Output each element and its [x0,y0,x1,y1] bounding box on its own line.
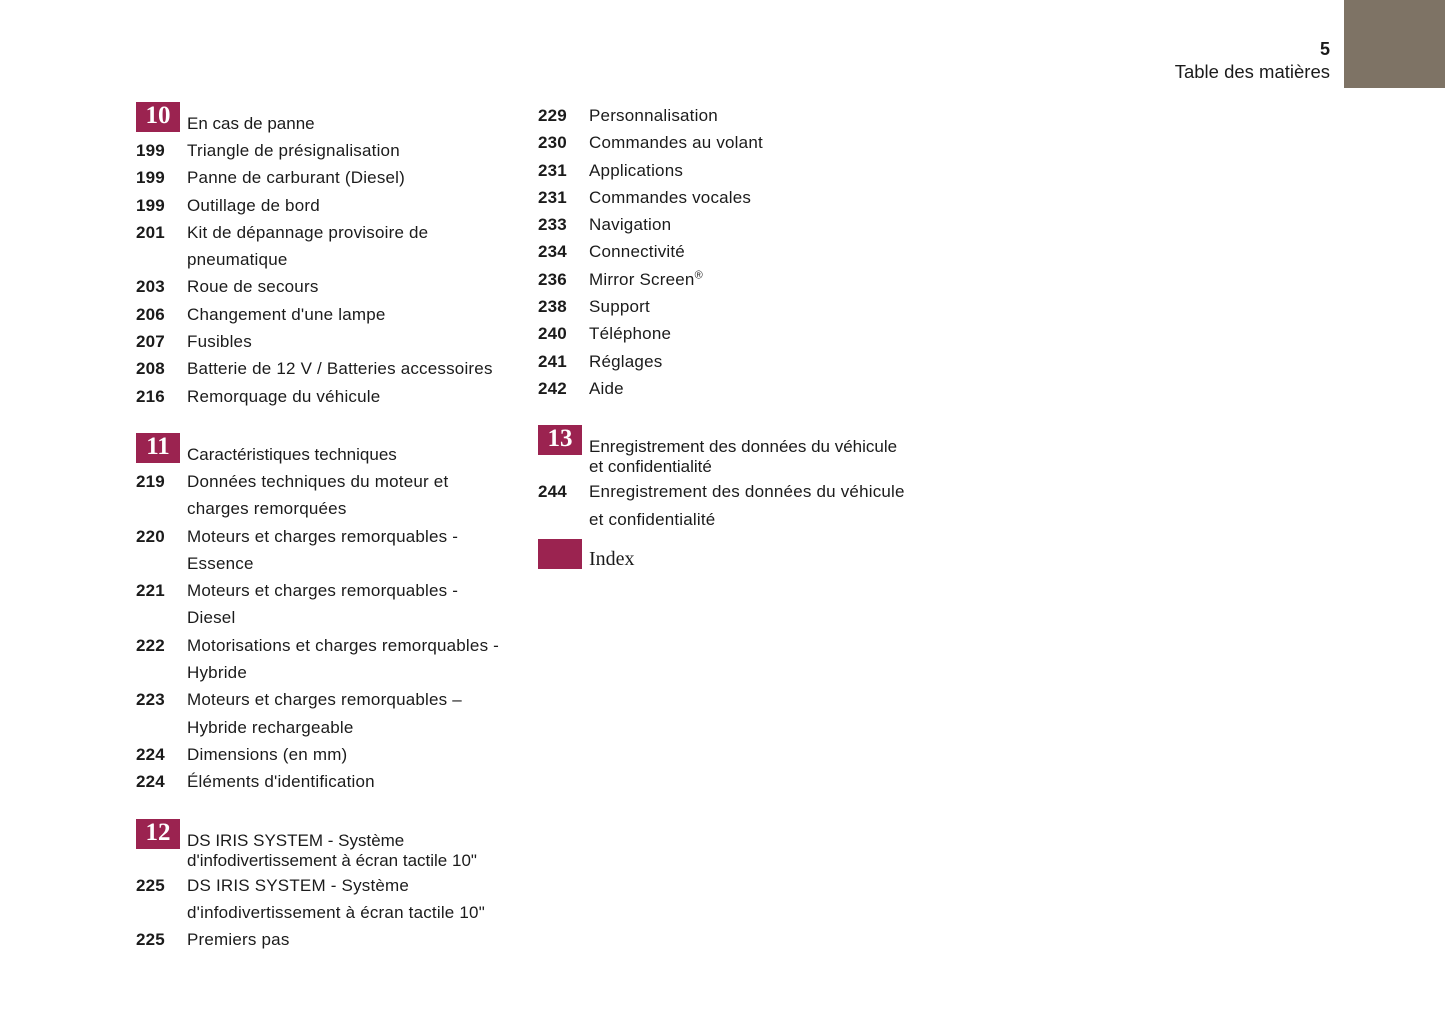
toc-entry-line: Essence [187,553,254,573]
toc-entry-line: Changement d'une lampe [187,304,386,324]
toc-entry-text [187,577,458,632]
toc-entry-line: Hybride [187,663,247,683]
corner-tab [1344,0,1445,88]
toc-entry-line: Motorisations et charges remorquables - [187,635,500,655]
section-number-badge [136,433,180,463]
toc-entry [136,301,576,328]
toc-entry-line: Triangle de présignalisation [187,141,400,160]
toc-entry-page-number: 223 [136,690,165,710]
toc-entry-text [589,320,671,347]
toc-entry-line: Éléments d'identification [187,772,375,792]
toc-entry-text [187,355,493,382]
section-10-en-cas-de-panne [136,102,576,410]
toc-entry-page-number: 234 [538,242,567,262]
toc-entry-text [589,211,671,238]
toc-entry-line: pneumatique [187,250,288,270]
toc-entry-page-number: 233 [538,215,567,235]
section-number: 13 [547,425,573,453]
toc-entry-page-number: 224 [136,744,165,764]
toc-entry-page-number: 207 [136,332,165,352]
toc-entry-line: Connectivité [589,242,685,262]
toc-entry-text [589,184,751,211]
section-title: En cas de panne [187,114,315,133]
section-12-continued [538,102,978,402]
toc-entry-page-number: 231 [538,187,567,207]
section-number: 12 [145,818,171,846]
toc-entry-line: Panne de carburant (Diesel) [187,168,406,188]
toc-entry-line: Réglages [589,351,663,371]
section-13-enregistrement-donnees [538,425,978,533]
page-title: Table des matières [1174,61,1330,82]
section-12-ds-iris-system [136,819,576,954]
section-number: 11 [146,432,170,460]
toc-entries [538,102,978,402]
toc-entry [538,238,978,265]
section-title: Caractéristiques techniques [187,444,397,464]
toc-entry-text [589,266,703,293]
toc-entry-page-number: 236 [538,269,567,289]
toc-entry [538,375,978,402]
toc-entry [538,102,978,129]
toc-entry-text [187,686,462,741]
toc-entry-line: Commandes au volant [589,133,763,153]
toc-entries [136,468,576,796]
toc-entry-line: Support [589,297,650,317]
toc-entry-page-number: 224 [136,772,165,792]
toc-entry-line: Navigation [589,215,672,235]
toc-entry-page-number: 201 [136,222,165,242]
toc-entry-text [187,872,485,927]
toc-entry-text [589,293,650,320]
toc-entry [136,137,576,164]
toc-entry-line: DS IRIS SYSTEM - Système [187,875,410,895]
toc-entry-text [187,926,290,953]
toc-entry [136,355,576,382]
toc-entry-page-number: 199 [136,141,165,160]
toc-entry-line: Outillage de bord [187,195,320,215]
toc-entry [136,686,576,741]
toc-left-column [136,102,576,953]
toc-entry [136,523,576,578]
section-header [538,425,978,477]
toc-right-column [538,102,978,569]
toc-entry-page-number: 219 [136,471,165,491]
toc-entry-line: charges remorquées [187,499,347,519]
section-number-badge [538,539,582,569]
toc-entry-text [187,632,499,687]
toc-entry-line: Premiers pas [187,930,290,950]
toc-entry [538,320,978,347]
toc-entry-text [589,348,662,375]
toc-entry-text [589,375,624,402]
toc-entry-page-number: 238 [538,297,567,317]
toc-entry [136,926,576,953]
registered-trademark-symbol: ® [694,269,703,282]
toc-entry [136,219,576,274]
toc-entry [136,468,576,523]
toc-entry-page-number: 240 [538,324,567,344]
section-header [136,818,576,870]
toc-entry-text [187,164,405,191]
toc-entries [136,872,576,954]
toc-entry [136,872,576,927]
toc-entry-page-number: 244 [538,482,567,502]
toc-entry-line: Données techniques du moteur et [187,471,449,491]
toc-entry-text [187,328,252,355]
toc-entry [136,741,576,768]
toc-entry-page-number: 199 [136,168,165,188]
toc-entry [538,478,978,533]
toc-entry [538,129,978,156]
page-number: 5 [1319,39,1330,59]
toc-entry-page-number: 222 [136,635,165,655]
toc-entry-line: Aide [589,378,624,398]
toc-entry-line: Enregistrement des données du véhicule [589,482,905,502]
toc-entries [136,137,576,410]
toc-entry-text [589,478,905,533]
toc-entry-line: Moteurs et charges remorquables - [187,581,459,601]
toc-entry-line: Hybride rechargeable [187,717,354,737]
section-number-badge [136,102,180,132]
toc-entry-page-number: 225 [136,875,165,895]
toc-entry [136,632,576,687]
toc-entry [136,192,576,219]
toc-entry-page-number: 221 [136,581,165,601]
toc-entry-line: Téléphone [589,324,672,344]
toc-entry-text [187,137,400,164]
toc-entry-text [589,129,763,156]
toc-entry-page-number: 220 [136,526,165,546]
toc-entry [538,348,978,375]
toc-entry-line: Remorquage du véhicule [187,386,381,406]
toc-entry-page-number: 208 [136,359,165,379]
toc-entry-line: Personnalisation [589,106,718,125]
toc-entry [136,273,576,300]
toc-entries [538,478,978,533]
toc-entry [538,211,978,238]
toc-entry-line: Moteurs et charges remorquables - [187,526,459,546]
section-title: DS IRIS SYSTEM - Système d'infodivertissement à écran tactile 10" [187,830,477,870]
toc-entry-page-number: 242 [538,378,567,398]
section-number-badge [136,819,180,849]
toc-entry-page-number: 225 [136,930,165,950]
toc-entry-text [589,238,685,265]
toc-entry [136,383,576,410]
toc-entry [538,293,978,320]
toc-entry-text [187,192,320,219]
toc-entry-line: Commandes vocales [589,187,752,207]
section-title: Enregistrement des données du véhicule et confidentialité [589,437,898,477]
toc-entry-text [589,157,683,184]
toc-entry-page-number: 230 [538,133,567,153]
toc-entry-text [187,219,428,274]
toc-entry-line: Dimensions (en mm) [187,744,348,764]
toc-entry [136,328,576,355]
toc-entry [136,577,576,632]
section-number: 10 [145,102,171,129]
toc-entry-page-number: 199 [136,195,165,215]
section-title: Index [589,547,635,570]
section-header [136,102,576,132]
toc-entry-line: Roue de secours [187,277,319,297]
toc-entry-text [187,523,458,578]
toc-entry-line: Batterie de 12 V / Batteries accessoires [187,359,493,379]
section-11-caracteristiques-techniques [136,433,576,796]
toc-entry-page-number: 216 [136,386,165,406]
toc-entry-text [187,383,380,410]
toc-entry-text [187,273,319,300]
page-header [1175,38,1330,84]
toc-entry [538,184,978,211]
toc-entry-line: Diesel [187,608,236,628]
toc-entry-page-number: 203 [136,277,165,297]
toc-entry-text [589,102,718,129]
toc-entry-text [187,468,448,523]
section-header [538,539,978,569]
section-number-badge [538,425,582,455]
toc-entry-text [187,301,386,328]
toc-entry-line: et confidentialité [589,509,716,529]
toc-entry [538,157,978,184]
toc-entry [538,266,978,293]
toc-entry [136,768,576,795]
toc-entry [136,164,576,191]
section-index [538,539,978,569]
toc-entry-page-number: 241 [538,351,567,371]
toc-entry-line: Mirror Screen® [589,269,703,289]
toc-entry-page-number: 231 [538,160,567,180]
toc-entry-line: Kit de dépannage provisoire de [187,222,429,242]
section-header [136,433,576,463]
toc-entry-line: Applications [589,160,684,180]
toc-entry-text [187,741,347,768]
toc-entry-text [187,768,375,795]
toc-entry-page-number: 229 [538,106,567,125]
toc-entry-line: Fusibles [187,332,252,352]
toc-entry-line: d'infodivertissement à écran tactile 10" [187,902,485,922]
toc-entry-line: Moteurs et charges remorquables – [187,690,462,710]
toc-entry-page-number: 206 [136,304,165,324]
